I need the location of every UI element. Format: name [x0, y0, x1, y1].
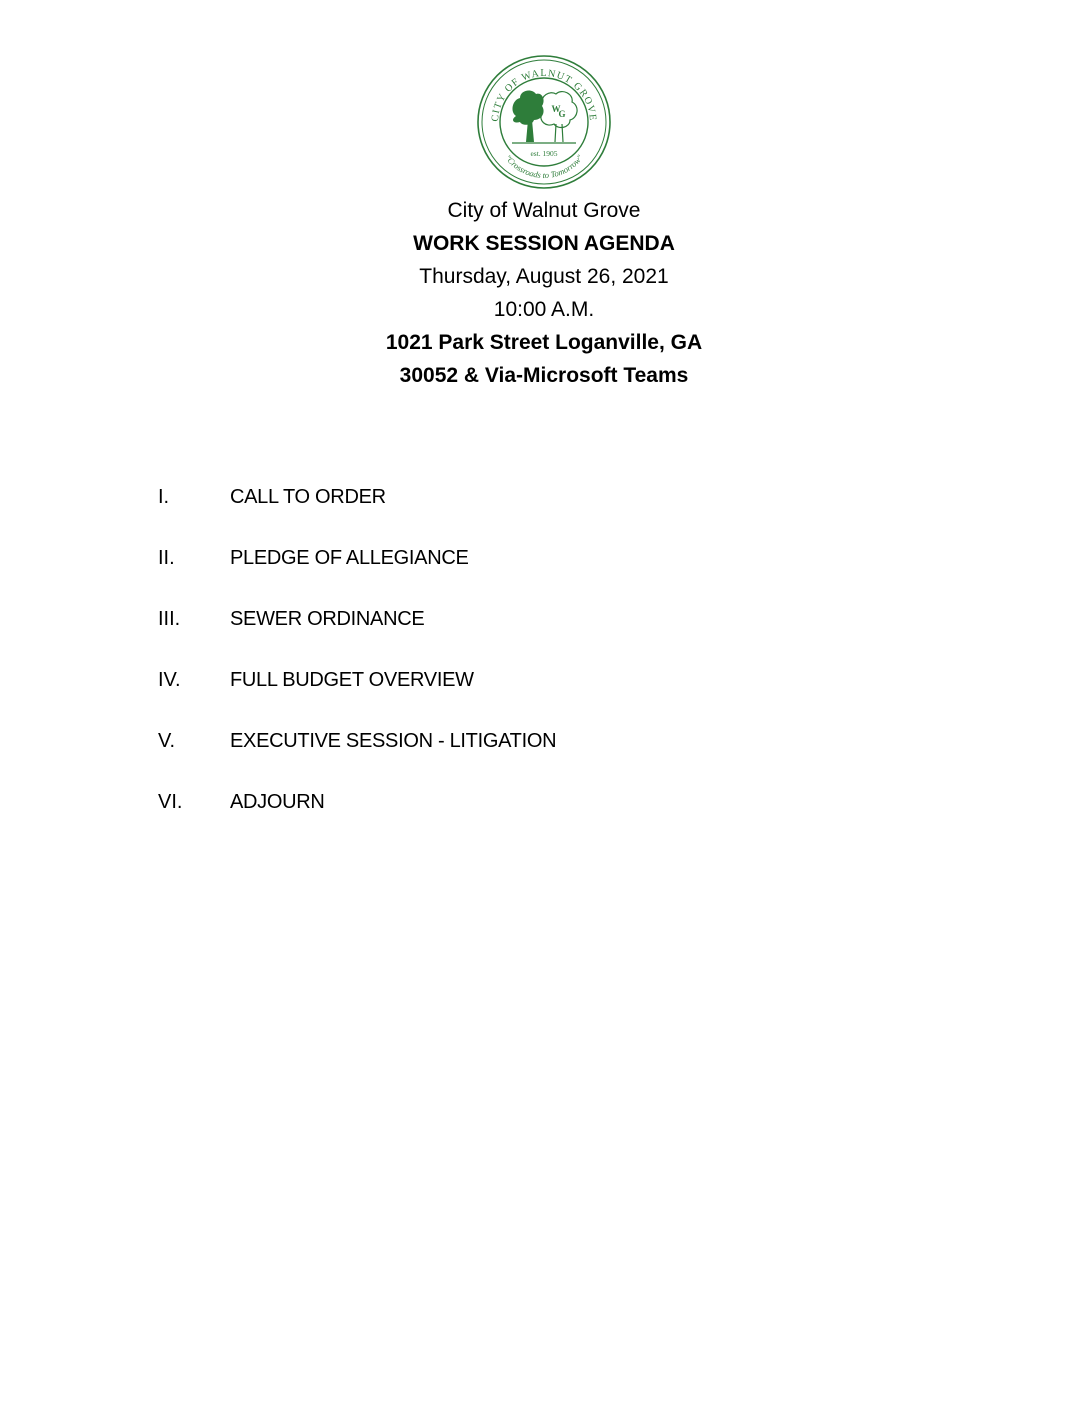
- agenda-item-label: ADJOURN: [230, 791, 325, 813]
- svg-text:W: W: [551, 104, 561, 114]
- meeting-time: 10:00 A.M.: [493, 298, 595, 321]
- agenda-item-label: SEWER ORDINANCE: [230, 608, 425, 630]
- meeting-address-line2: 30052 & Via-Microsoft Teams: [399, 364, 689, 387]
- agenda-item-label: EXECUTIVE SESSION - LITIGATION: [230, 730, 557, 752]
- agenda-title: WORK SESSION AGENDA: [413, 232, 675, 255]
- svg-text:"Crossroads to Tomorrow": "Crossroads to Tomorrow": [503, 152, 585, 181]
- agenda-item: [158, 604, 958, 665]
- agenda-item-number: I.: [158, 486, 170, 508]
- meeting-date: Thursday, August 26, 2021: [419, 265, 669, 288]
- agenda-item-label: PLEDGE OF ALLEGIANCE: [230, 547, 469, 569]
- agenda-item-number: VI.: [158, 791, 183, 813]
- agenda-item-label: CALL TO ORDER: [230, 486, 386, 508]
- agenda-item: [158, 726, 958, 787]
- agenda-item-number: III.: [158, 608, 181, 630]
- agenda-item: [158, 482, 958, 543]
- meeting-address-line1: 1021 Park Street Loganville, GA: [385, 331, 703, 354]
- agenda-item: [158, 543, 958, 604]
- agenda-item: [158, 665, 958, 726]
- agenda-header: [0, 194, 1088, 392]
- svg-text:est. 1905: est. 1905: [530, 149, 558, 158]
- agenda-item-number: V.: [158, 730, 176, 752]
- agenda-item-label: FULL BUDGET OVERVIEW: [230, 669, 474, 691]
- svg-text:CITY OF WALNUT GROVE: CITY OF WALNUT GROVE: [489, 67, 599, 122]
- agenda-item-number: IV.: [158, 669, 181, 691]
- city-seal-logo: [476, 54, 612, 190]
- agenda-item-number: II.: [158, 547, 175, 569]
- svg-text:G: G: [558, 109, 566, 119]
- agenda-list: [158, 482, 958, 848]
- city-name: City of Walnut Grove: [447, 199, 641, 222]
- agenda-item: [158, 787, 958, 848]
- seal-graphic: [476, 54, 612, 190]
